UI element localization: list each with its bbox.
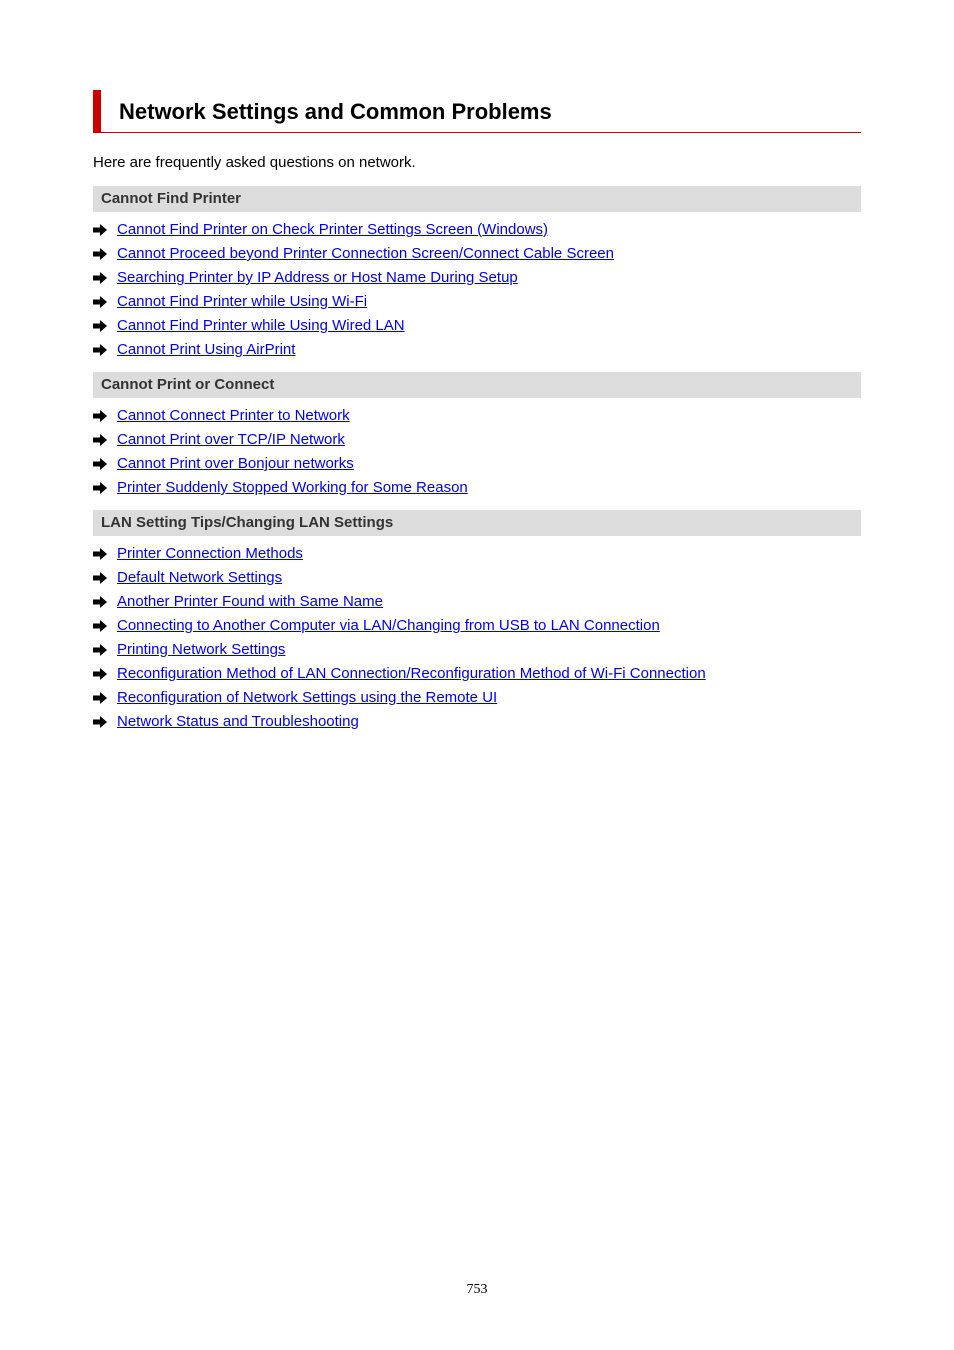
link-cannot-proceed-connection-screen[interactable]: Cannot Proceed beyond Printer Connection Screen/Connect Cable Screen — [117, 245, 614, 262]
list-item — [93, 662, 706, 686]
list-item — [93, 314, 614, 338]
arrow-right-icon — [93, 224, 107, 236]
arrow-right-icon — [93, 296, 107, 308]
link-list-lan-setting-tips — [93, 542, 706, 734]
list-item — [93, 590, 706, 614]
link-cannot-find-printer-wifi[interactable]: Cannot Find Printer while Using Wi-Fi — [117, 293, 368, 310]
list-item — [93, 404, 468, 428]
link-another-printer-same-name[interactable]: Another Printer Found with Same Name — [117, 593, 383, 610]
link-cannot-find-printer-wired-lan[interactable]: Cannot Find Printer while Using Wired LAN — [117, 317, 405, 334]
link-connecting-another-computer[interactable]: Connecting to Another Computer via LAN/Changing from USB to LAN Connection — [117, 617, 660, 634]
title-accent-bar — [93, 90, 101, 133]
page-title-block — [93, 90, 861, 133]
arrow-right-icon — [93, 344, 107, 356]
page-number: 753 — [466, 1282, 488, 1297]
arrow-right-icon — [93, 668, 107, 680]
list-item — [93, 218, 614, 242]
arrow-right-icon — [93, 644, 107, 656]
arrow-right-icon — [93, 692, 107, 704]
link-cannot-connect-printer-network[interactable]: Cannot Connect Printer to Network — [117, 407, 350, 424]
link-printer-connection-methods[interactable]: Printer Connection Methods — [117, 545, 303, 562]
arrow-right-icon — [93, 248, 107, 260]
arrow-right-icon — [93, 716, 107, 728]
link-reconfiguration-remote-ui[interactable]: Reconfiguration of Network Settings using the Remote UI — [117, 689, 498, 706]
link-reconfiguration-method[interactable]: Reconfiguration Method of LAN Connection/Reconfiguration Method of Wi-Fi Connection — [117, 665, 706, 682]
list-item — [93, 428, 468, 452]
list-item — [93, 476, 468, 500]
list-item — [93, 638, 706, 662]
link-printer-suddenly-stopped[interactable]: Printer Suddenly Stopped Working for Some Reason — [117, 479, 468, 496]
arrow-right-icon — [93, 320, 107, 332]
link-network-status-troubleshooting[interactable]: Network Status and Troubleshooting — [117, 713, 359, 730]
link-cannot-print-airprint[interactable]: Cannot Print Using AirPrint — [117, 341, 296, 358]
list-item — [93, 338, 614, 362]
section-header-cannot-find-printer: Cannot Find Printer — [93, 186, 861, 212]
link-cannot-print-tcpip[interactable]: Cannot Print over TCP/IP Network — [117, 431, 345, 448]
arrow-right-icon — [93, 596, 107, 608]
arrow-right-icon — [93, 458, 107, 470]
list-item — [93, 614, 706, 638]
section-header-lan-setting-tips: LAN Setting Tips/Changing LAN Settings — [93, 510, 861, 536]
link-searching-printer-ip-address[interactable]: Searching Printer by IP Address or Host Name During Setup — [117, 269, 518, 286]
list-item — [93, 290, 614, 314]
list-item — [93, 710, 706, 734]
link-cannot-find-printer-check-settings[interactable]: Cannot Find Printer on Check Printer Settings Screen (Windows) — [117, 221, 549, 238]
list-item — [93, 542, 706, 566]
list-item — [93, 566, 706, 590]
arrow-right-icon — [93, 482, 107, 494]
link-cannot-print-bonjour[interactable]: Cannot Print over Bonjour networks — [117, 455, 354, 472]
link-default-network-settings[interactable]: Default Network Settings — [117, 569, 283, 586]
arrow-right-icon — [93, 434, 107, 446]
arrow-right-icon — [93, 572, 107, 584]
arrow-right-icon — [93, 272, 107, 284]
list-item — [93, 266, 614, 290]
section-header-cannot-print-or-connect: Cannot Print or Connect — [93, 372, 861, 398]
page-title: Network Settings and Common Problems — [119, 99, 552, 124]
link-list-cannot-print-or-connect — [93, 404, 468, 500]
link-printing-network-settings[interactable]: Printing Network Settings — [117, 641, 286, 658]
arrow-right-icon — [93, 410, 107, 422]
intro-text: Here are frequently asked questions on network. — [93, 154, 416, 171]
list-item — [93, 242, 614, 266]
arrow-right-icon — [93, 548, 107, 560]
arrow-right-icon — [93, 620, 107, 632]
list-item — [93, 686, 706, 710]
link-list-cannot-find-printer — [93, 218, 614, 362]
list-item — [93, 452, 468, 476]
